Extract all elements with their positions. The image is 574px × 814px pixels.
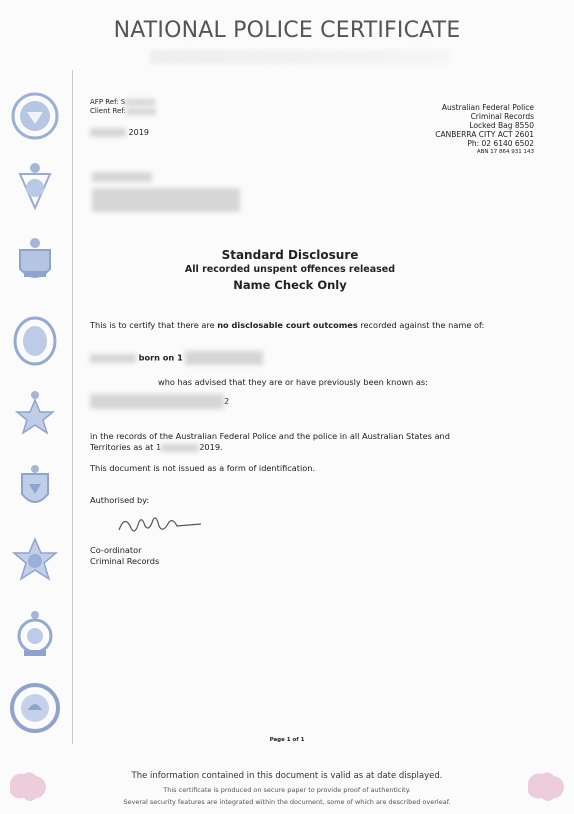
afp-ref-label: AFP Ref: S: [90, 98, 126, 106]
authorised-by-label: Authorised by:: [90, 495, 150, 505]
records-line-2-prefix: Territories as at 1: [90, 442, 162, 452]
redacted-record-date: [161, 444, 199, 452]
certify-statement: [90, 320, 510, 331]
not-id-statement: This document is not issued as a form of identification.: [90, 463, 316, 473]
redacted-alias: [90, 394, 224, 409]
redacted-date: [90, 128, 126, 137]
certify-bold: no disclosable court outcomes: [217, 320, 358, 330]
star-badge-crest-icon: [10, 535, 60, 587]
subject-line: [90, 351, 510, 365]
address-abn: ABN 17 864 931 143: [476, 149, 534, 155]
client-ref-label: Client Ref:: [90, 107, 126, 115]
footer-validity: The information contained in this document is valid as at date displayed.: [131, 771, 443, 781]
signatory-dept: Criminal Records: [90, 556, 160, 566]
redacted-birth-date: [185, 351, 263, 365]
signatory-title: Co-ordinator: [90, 545, 142, 555]
disclosure-subheading: All recorded unspent offences released: [184, 264, 396, 275]
watermark-text: [150, 50, 450, 64]
alias-line: [90, 394, 510, 409]
issue-year: 2019: [128, 128, 149, 137]
address-line: Australian Federal Police: [441, 103, 534, 112]
check-type-heading: Name Check Only: [233, 278, 347, 292]
born-on-label: born on 1: [138, 352, 183, 363]
footer-secure-paper: This certificate is produced on secure paper to provide proof of authenticity.: [163, 786, 411, 794]
police-shield-icon: [10, 235, 60, 287]
records-line-1: in the records of the Australian Federal Police and the police in all Australian States and: [90, 431, 450, 441]
issue-date: [90, 128, 149, 137]
address-line: Locked Bag 8550: [469, 121, 534, 130]
disclosure-heading: Standard Disclosure: [221, 248, 359, 262]
nsw-police-crest-icon: [10, 160, 60, 212]
redacted-recipient-address: [92, 188, 240, 212]
oval-police-crest-icon: [10, 315, 60, 367]
page-number: Page 1 of 1: [269, 737, 305, 743]
redacted-recipient-name: [92, 172, 152, 182]
tasmania-police-crest-icon: [10, 462, 60, 514]
known-as-statement: who has advised that they are or have previously been known as:: [158, 377, 428, 387]
signature-image: [115, 512, 205, 536]
alias-tail: 2: [224, 396, 230, 406]
criminal-intelligence-seal-icon: [10, 682, 60, 734]
redacted-client-ref: [126, 108, 156, 115]
signatory-block: [90, 545, 510, 567]
redacted-afp-ref: [125, 99, 155, 106]
records-statement: [90, 431, 510, 453]
certify-prefix: This is to certify that there are: [90, 320, 218, 330]
disclosure-headings: [90, 248, 490, 292]
certificate-title: NATIONAL POLICE CERTIFICATE: [113, 18, 461, 43]
address-phone: Ph: 02 6140 6502: [467, 139, 534, 148]
records-line-2-suffix: 2019.: [199, 442, 223, 452]
address-line: CANBERRA CITY ACT 2601: [435, 130, 534, 139]
address-line: Criminal Records: [470, 112, 534, 121]
afp-address: [435, 103, 534, 157]
reference-block: [90, 98, 156, 116]
certify-suffix: recorded against the name of:: [357, 320, 485, 330]
footer-security-features: Several security features are integrated within the document, some of which are described overleaf.: [123, 798, 451, 806]
margin-rule: [72, 70, 73, 744]
star-police-crest-icon: [10, 388, 60, 440]
redacted-subject-name: [90, 354, 136, 363]
wa-police-crest-icon: [10, 608, 60, 660]
afp-crest-icon: [10, 90, 60, 142]
